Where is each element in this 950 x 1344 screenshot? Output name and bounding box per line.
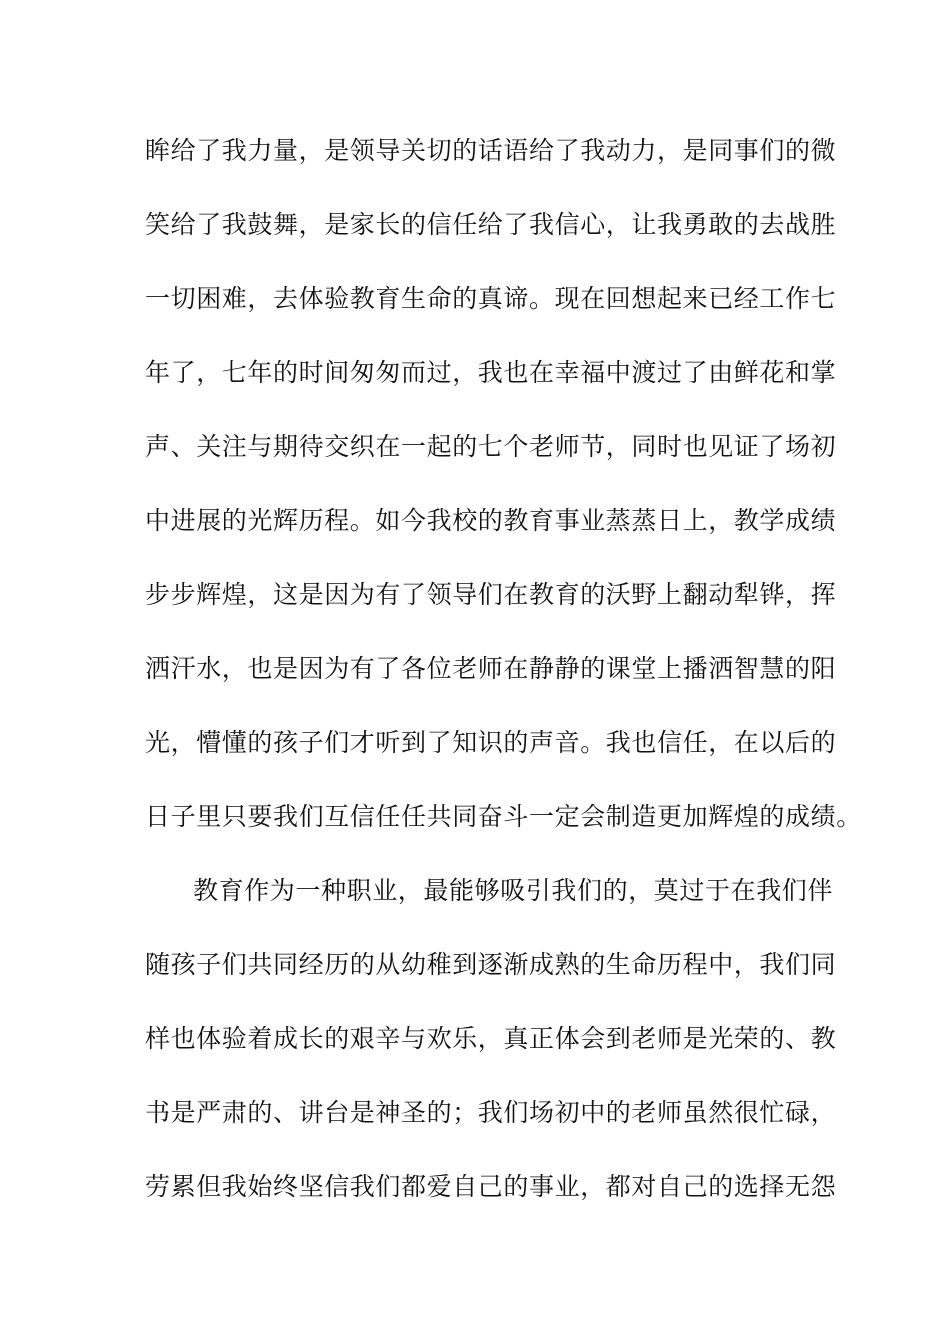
text-line: 劳累但我始终坚信我们都爱自己的事业，都对自己的选择无怨	[145, 1172, 837, 1201]
text-line: 样也体验着成长的艰辛与欢乐，真正体会到老师是光荣的、教	[145, 1024, 837, 1053]
text-line: 年了，七年的时间匆匆而过，我也在幸福中渡过了由鲜花和掌	[145, 358, 837, 387]
text-line: 一切困难，去体验教育生命的真谛。现在回想起来已经工作七	[145, 284, 837, 313]
text-line: 眸给了我力量，是领导关切的话语给了我动力，是同事们的微	[145, 136, 837, 165]
text-line: 中进展的光辉历程。如今我校的教育事业蒸蒸日上，教学成绩	[145, 506, 837, 535]
text-line: 洒汗水，也是因为有了各位老师在静静的课堂上播洒智慧的阳	[145, 654, 837, 683]
body-text	[145, 128, 862, 1238]
text-line: 随孩子们共同经历的从幼稚到逐渐成熟的生命历程中，我们同	[145, 950, 837, 979]
text-line: 日子里只要我们互信任任共同奋斗一定会制造更加辉煌的成绩。	[145, 802, 862, 831]
text-line: 步步辉煌，这是因为有了领导们在教育的沃野上翻动犁铧，挥	[145, 580, 837, 609]
text-line: 书是严肃的、讲台是神圣的；我们场初中的老师虽然很忙碌，	[145, 1098, 837, 1127]
text-line: 笑给了我鼓舞，是家长的信任给了我信心，让我勇敢的去战胜	[145, 210, 837, 239]
text-line: 光，懵懂的孩子们才听到了知识的声音。我也信任，在以后的	[145, 728, 837, 757]
text-line: 声、关注与期待交织在一起的七个老师节，同时也见证了场初	[145, 432, 837, 461]
paragraph-first-line: 教育作为一种职业，最能够吸引我们的，莫过于在我们伴	[193, 876, 834, 905]
